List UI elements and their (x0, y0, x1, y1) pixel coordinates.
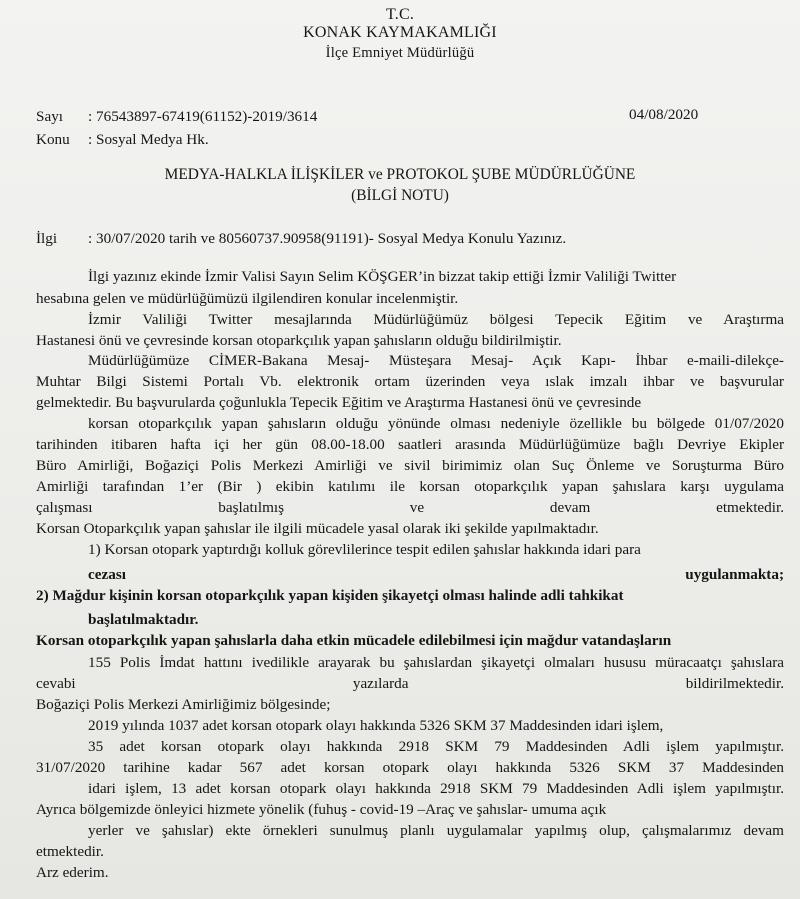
konu-label: Konu (36, 131, 70, 148)
konu-value: : Sosyal Medya Hk. (88, 131, 209, 148)
body-line: Korsan Otoparkçılık yapan şahıslar ile ilgili mücadele yasal olarak iki şekilde yapılmaktadır. (36, 520, 599, 537)
body-line: Müdürlüğümüze CİMER-Bakana Mesaj- Müsteşara Mesaj- Açık Kapı- İhbar e-maili-dilekçe- (88, 352, 784, 369)
body-line: gelmektedir. Bu başvurularda çoğunlukla Tepecik Eğitim ve Araştırma Hastanesi önü ve çevresinde (36, 394, 642, 411)
body-line: Arz ederim. (36, 864, 109, 881)
ilgi-label: İlgi (36, 230, 58, 247)
body-line: korsan otoparkçılık yapan şahısların olduğu yönünde olması nedeniyle özellikle bu bölgede 01/07/2020 (88, 415, 784, 432)
recipient-title: MEDYA-HALKLA İLİŞKİLER ve PROTOKOL ŞUBE MÜDÜRLÜĞÜNE (164, 166, 636, 183)
header-tc: T.C. (385, 6, 415, 23)
body-line: İzmir Valiliği Twitter mesajlarında Müdürlüğümüz bölgesi Tepecik Eğitim ve Araştırma (88, 311, 784, 328)
body-line: 1) Korsan otopark yaptırdığı kolluk görevlilerince tespit edilen şahıslar hakkında idari para (88, 541, 641, 558)
body-line: 31/07/2020 tarihine kadar 567 adet korsan otopark olayı hakkında 5326 SKM 37 Maddesinden (36, 759, 784, 776)
body-line: tarihinden itibaren hafta içi her gün 08.00-18.00 saatleri arasında Müdürlüğümüze bağlı Devriye Ekipler (36, 436, 784, 453)
body-line: Hastanesi önü ve çevresinde korsan otoparkçılık yapan şahısların olduğu bildirilmiştir. (36, 332, 562, 349)
bold-item-1: cezası uygulanmakta; (88, 566, 784, 583)
sayi-label: Sayı (36, 108, 64, 125)
recipient-subtitle: (BİLGİ NOTU) (351, 187, 449, 204)
body-line: idari işlem, 13 adet korsan otopark olayı hakkında 2918 SKM 79 Maddesinden Adli işlem yapılmıştır. (88, 780, 784, 797)
body-line: yerler ve şahıslar) ekte örnekleri sunulmuş planlı uygulamalar yapılmış olup, çalışmalarımız devam (88, 822, 784, 839)
header-emniyet: İlçe Emniyet Müdürlüğü (325, 45, 475, 61)
bold-item-2-cont: Korsan otoparkçılık yapan şahıslarla daha etkin mücadele edilebilmesi için mağdur vatandaşların (36, 632, 672, 649)
body-line: Büro Amirliği, Boğaziçi Polis Merkezi Amirliği ve sivil birimimiz olan Suç Önleme ve Soruşturma Büro (36, 457, 784, 474)
date: 04/08/2020 (629, 106, 699, 123)
body-line: etmektedir. (36, 843, 104, 860)
ilgi-value: : 30/07/2020 tarih ve 80560737.90958(91191)- Sosyal Medya Konulu Yazınız. (88, 230, 567, 247)
bold-item-1-cont: 2) Mağdur kişinin korsan otoparkçılık yapan kişiden şikayetçi olması halinde adli tahkikat (36, 587, 624, 604)
body-line: Muhtar Bilgi Sistemi Portalı Vb. elektronik ortam üzerinden veya ıslak imzalı ihbar ve başvurular (36, 373, 784, 390)
body-line: İlgi yazınız ekinde İzmir Valisi Sayın Selim KÖŞGER’in bizzat takip ettiği İzmir Valiliği Twitter (88, 268, 677, 285)
body-line: Ayrıca bölgemizde önleyici hizmete yönelik (fuhuş - covid-19 –Araç ve şahıslar- umuma açık (36, 801, 607, 818)
body-line: 155 Polis İmdat hattını ivedilikle arayarak bu şahıslardan şikayetçi olmaları hususu müracaatçı şahıslara (88, 654, 784, 671)
body-line: Amirliği tarafından 1’er (Bir ) ekibin katılımı ile korsan otoparkçılık yapan şahıslara karşı uygulama (36, 478, 784, 495)
body-line: çalışması başlatılmış ve devam etmektedir. (36, 499, 784, 516)
body-line: hesabına gelen ve müdürlüğümüzü ilgilendiren konular incelenmiştir. (36, 290, 459, 307)
body-line: cevabi yazılarda bildirilmektedir. (36, 675, 784, 692)
sayi-value: : 76543897-67419(61152)-2019/3614 (88, 108, 318, 125)
body-line: Boğaziçi Polis Merkezi Amirliğimiz bölgesinde; (36, 696, 331, 713)
header-kaymakamlik: KONAK KAYMAKAMLIĞI (303, 24, 497, 41)
body-line: 35 adet korsan otopark olayı hakkında 2918 SKM 79 Maddesinden Adli işlem yapılmıştır. (88, 738, 784, 755)
bold-item-2: başlatılmaktadır. (88, 611, 199, 628)
body-line: 2019 yılında 1037 adet korsan otopark olayı hakkında 5326 SKM 37 Maddesinden idari işlem, (88, 717, 664, 734)
